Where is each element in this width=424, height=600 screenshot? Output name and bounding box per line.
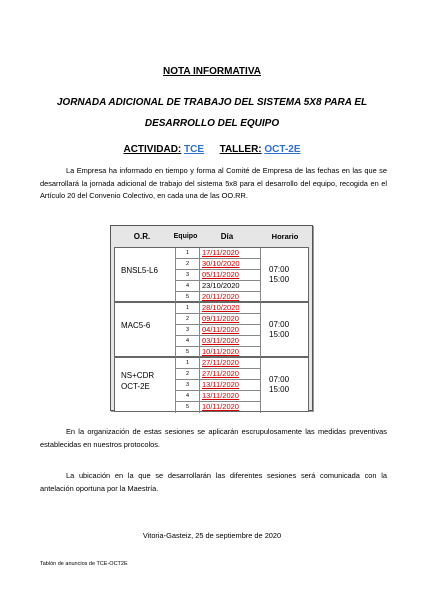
table-group	[114, 357, 309, 412]
table-row	[176, 402, 260, 413]
table-row	[176, 248, 260, 259]
group-name-line: NS+CDR	[121, 371, 155, 380]
activity-line	[0, 144, 424, 155]
row-equipo: 3	[176, 325, 200, 335]
activity-label: ACTIVIDAD:	[123, 144, 182, 155]
row-equipo: 2	[176, 259, 200, 269]
row-equipo: 4	[176, 336, 200, 346]
table-row	[176, 270, 260, 281]
group-name	[121, 320, 150, 331]
schedule-table	[110, 225, 313, 411]
row-date: 04/11/2020	[202, 325, 239, 334]
row-equipo: 3	[176, 380, 200, 390]
row-date: 05/11/2020	[202, 270, 239, 279]
header-horario: Horario	[271, 232, 299, 241]
row-date: 13/11/2020	[202, 380, 239, 389]
activity-value: TCE	[184, 144, 205, 155]
group-time-line: 15:00	[269, 275, 290, 284]
row-date: 13/11/2020	[202, 391, 239, 400]
row-equipo: 4	[176, 281, 200, 291]
paragraph-intro: La Empresa ha informado en tiempo y forma al Comité de Empresa de las fechas en las que se desarrollará la jornada adicional de trabajo del sistema 5x8 para el desarrollo del equipo, recogida en el Artículo 20 del Convenio Colectivo, en cada una de las OO.RR.	[40, 166, 387, 200]
table-row	[176, 259, 260, 270]
row-equipo: 2	[176, 369, 200, 379]
row-equipo: 2	[176, 314, 200, 324]
group-time-line: 07:00	[269, 265, 290, 274]
group-time-line: 07:00	[269, 320, 290, 329]
footer-note: Tablón de anuncios de TCE-OCT2E	[40, 561, 128, 567]
row-date: 28/10/2020	[202, 303, 240, 312]
group-time	[269, 265, 289, 285]
row-equipo: 5	[176, 402, 200, 413]
document-title: NOTA INFORMATIVA	[163, 66, 261, 77]
row-equipo: 3	[176, 270, 200, 280]
paragraph-location: La ubicación en la que se desarrollarán las diferentes sesiones será comunicada con la antelación oportuna por la Maestría.	[40, 471, 387, 493]
row-equipo: 1	[176, 248, 200, 258]
row-date: 09/11/2020	[202, 314, 239, 323]
row-date: 27/11/2020	[202, 358, 239, 367]
document-subtitle: JORNADA ADICIONAL DE TRABAJO DEL SISTEMA 5X8 PARA EL DESARROLLO DEL EQUIPO	[56, 97, 368, 129]
group-time-line: 07:00	[269, 375, 290, 384]
row-date: 10/11/2020	[202, 402, 239, 411]
row-equipo: 5	[176, 347, 200, 358]
table-row	[176, 325, 260, 336]
table-row	[176, 314, 260, 325]
group-name-line: OCT-2E	[121, 382, 150, 391]
table-row	[176, 281, 260, 292]
table-row	[176, 303, 260, 314]
row-equipo: 1	[176, 303, 200, 313]
place-date: Vitoria-Gasteiz, 25 de septiembre de 2020	[142, 531, 282, 540]
table-row	[176, 369, 260, 380]
row-date: 20/11/2020	[202, 292, 239, 301]
group-time	[269, 375, 289, 395]
row-date: 23/10/2020	[202, 281, 240, 290]
workshop-value: OCT-2E	[264, 144, 301, 155]
group-time-line: 15:00	[269, 385, 290, 394]
workshop-label: TALLER:	[219, 144, 262, 155]
group-name	[121, 370, 154, 392]
table-row	[176, 391, 260, 402]
table-group	[114, 302, 309, 357]
header-dia: Día	[220, 232, 234, 241]
row-equipo: 5	[176, 292, 200, 303]
table-group	[114, 247, 309, 302]
table-row	[176, 380, 260, 391]
group-name-line: BNSL5-L6	[121, 266, 158, 275]
group-time-line: 15:00	[269, 330, 290, 339]
row-equipo: 4	[176, 391, 200, 401]
header-or: O.R.	[133, 232, 151, 241]
group-time	[269, 320, 289, 340]
group-name	[121, 265, 158, 276]
table-row	[176, 358, 260, 369]
row-date: 30/10/2020	[202, 259, 240, 268]
row-date: 10/11/2020	[202, 347, 239, 356]
row-date: 27/11/2020	[202, 369, 239, 378]
paragraph-prevention: En la organización de estas sesiones se aplicarán escrupulosamente las medidas preventivas establecidas en nuestros protocolos.	[40, 427, 387, 449]
row-equipo: 1	[176, 358, 200, 368]
row-date: 03/11/2020	[202, 336, 239, 345]
row-date: 17/11/2020	[202, 248, 239, 257]
group-name-line: MAC5-6	[121, 321, 151, 330]
table-row	[176, 336, 260, 347]
header-equipo: Equipo	[173, 233, 198, 240]
